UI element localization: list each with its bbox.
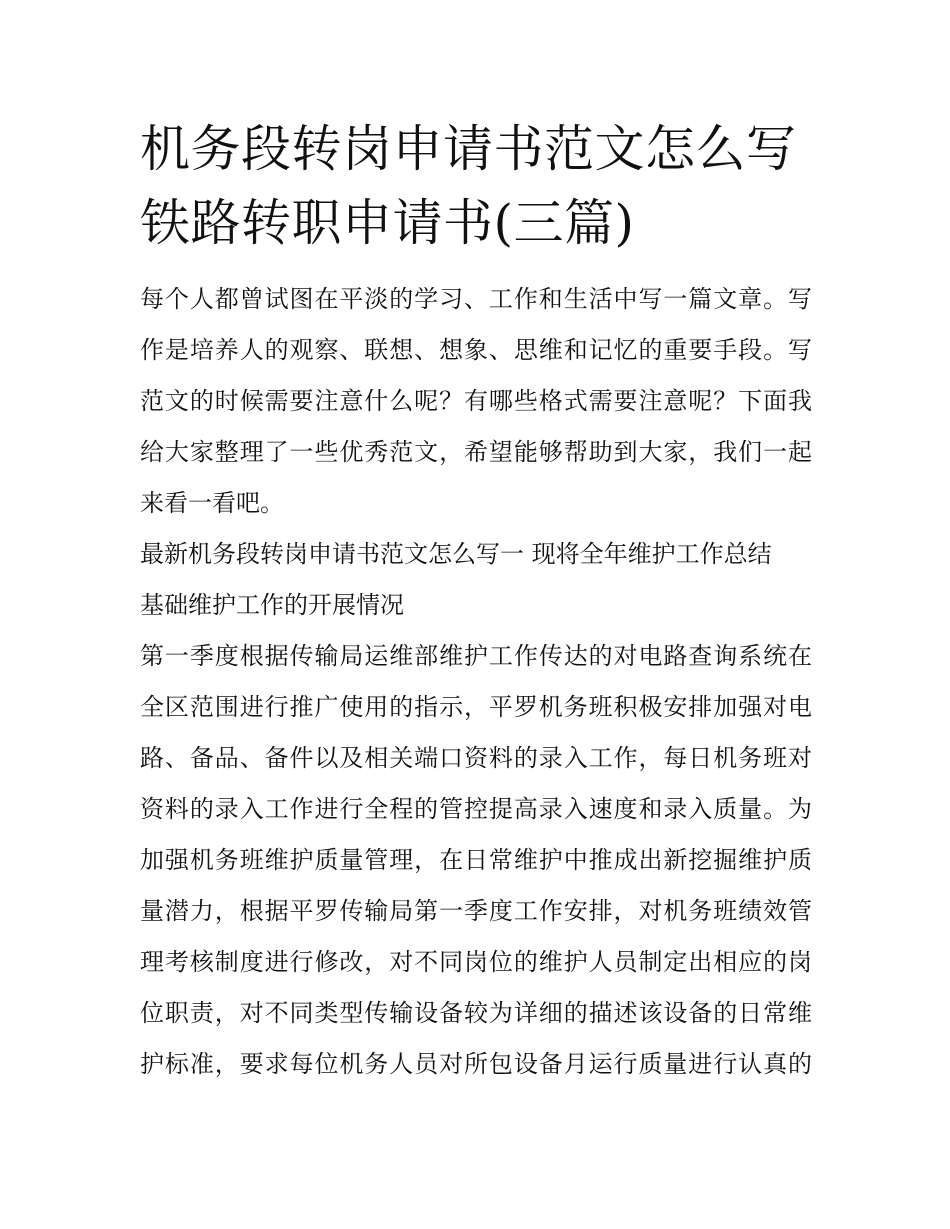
- intro-line: 来看一看吧。: [140, 489, 284, 517]
- body-line: 资料的录入工作进行全程的管控提高录入速度和录入质量。为: [140, 795, 812, 823]
- document-body: [140, 274, 812, 1090]
- body-line: 第一季度根据传输局运维部维护工作传达的对电路查询系统在: [140, 642, 812, 670]
- intro-line: 范文的时候需要注意什么呢？有哪些格式需要注意呢？下面我: [140, 387, 812, 415]
- body-line: 路、备品、备件以及相关端口资料的录入工作，每日机务班对: [140, 744, 812, 772]
- body-line: 加强机务班维护质量管理，在日常维护中推成出新挖掘维护质: [140, 846, 812, 874]
- body-line: 位职责，对不同类型传输设备较为详细的描述该设备的日常维: [140, 999, 812, 1027]
- body-paragraph: [140, 631, 812, 1090]
- intro-line: 每个人都曾试图在平淡的学习、工作和生活中写一篇文章。写: [140, 285, 812, 313]
- document-title: [140, 112, 812, 260]
- section-heading-text: 最新机务段转岗申请书范文怎么写一 现将全年维护工作总结: [140, 540, 772, 568]
- body-line: 理考核制度进行修改，对不同岗位的维护人员制定出相应的岗: [140, 948, 812, 976]
- body-line: 量潜力，根据平罗传输局第一季度工作安排，对机务班绩效管: [140, 897, 812, 925]
- body-line: 全区范围进行推广使用的指示，平罗机务班积极安排加强对电: [140, 693, 812, 721]
- document-page: [140, 112, 812, 1090]
- subheading: [140, 580, 812, 631]
- title-line-1: 机务段转岗申请书范文怎么写: [140, 120, 797, 178]
- intro-line: 作是培养人的观察、联想、想象、思维和记忆的重要手段。写: [140, 336, 812, 364]
- intro-paragraph: [140, 274, 812, 529]
- section-heading: [140, 529, 812, 580]
- intro-line: 给大家整理了一些优秀范文，希望能够帮助到大家，我们一起: [140, 438, 812, 466]
- subheading-text: 基础维护工作的开展情况: [140, 591, 404, 619]
- body-line: 护标准，要求每位机务人员对所包设备月运行质量进行认真的: [140, 1050, 812, 1078]
- title-line-2: 铁路转职申请书(三篇): [140, 194, 635, 252]
